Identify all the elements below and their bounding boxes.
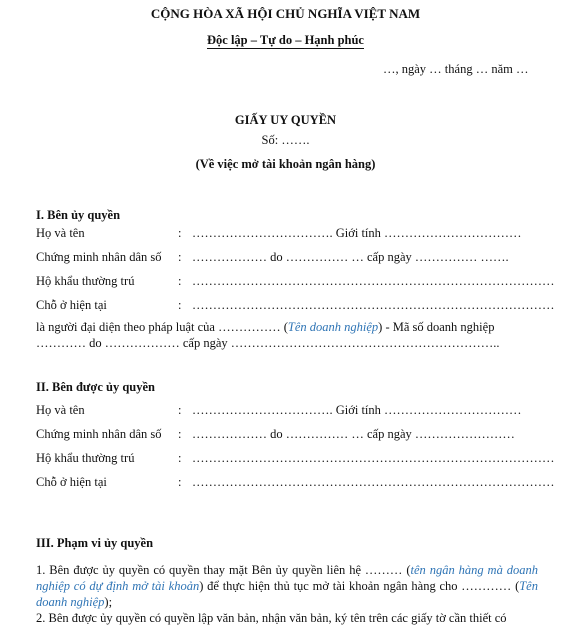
country-name: CỘNG HÒA XÃ HỘI CHỦ NGHĨA VIỆT NAM bbox=[150, 6, 421, 21]
section-1-field-residence bbox=[0, 274, 571, 292]
field-colon: : bbox=[178, 403, 182, 417]
date-line: …, ngày … tháng … năm … bbox=[383, 62, 529, 76]
motto bbox=[0, 33, 571, 48]
field-label: Hộ khẩu thường trú bbox=[36, 451, 135, 465]
company-name-placeholder: Tên doanh nghiệp bbox=[287, 320, 379, 334]
field-label: Chứng minh nhân dân số bbox=[36, 250, 162, 264]
company-name-placeholder: Tên doanh nghiệp bbox=[36, 579, 538, 609]
field-value: ……………… do …………… … cấp ngày …………………… bbox=[192, 427, 515, 441]
section-1-field-name bbox=[0, 226, 571, 244]
section-1-field-id bbox=[0, 250, 571, 268]
section-1-field-address bbox=[0, 298, 571, 316]
document-number: Số: ……. bbox=[261, 133, 310, 147]
representative-text-a: là người đại diện theo pháp luật của …………… ( bbox=[36, 320, 288, 334]
section-2-heading: II. Bên được ủy quyền bbox=[36, 380, 155, 394]
scope-item-1-text-a: 1. Bên được ủy quyền có quyền thay mặt Bên ủy quyền liên hệ ……… ( bbox=[36, 563, 411, 577]
field-label: Họ và tên bbox=[36, 403, 85, 417]
field-value: ……………………………. Giới tính …………………………… bbox=[192, 403, 522, 417]
field-colon: : bbox=[178, 250, 182, 264]
field-label: Họ và tên bbox=[36, 226, 85, 240]
document-title: GIẤY UY QUYỀN bbox=[234, 113, 337, 127]
field-label: Chứng minh nhân dân số bbox=[36, 427, 162, 441]
section-1-heading: I. Bên ủy quyền bbox=[36, 208, 121, 222]
field-label: Chỗ ở hiện tại bbox=[36, 475, 107, 489]
section-2-field-id bbox=[0, 427, 571, 445]
bank-name-placeholder: tên ngân hàng mà doanh nghiệp có dự định mở tài khoản bbox=[36, 563, 538, 593]
scope-item-1-text-b: ) để thực hiện thủ tục mở tài khoản ngân hàng cho ………… ( bbox=[199, 579, 520, 593]
field-value: ……………………………. Giới tính …………………………… bbox=[192, 226, 522, 240]
field-colon: : bbox=[178, 475, 182, 489]
scope-item-1-text-c: ); bbox=[104, 595, 113, 609]
field-value: …………………………………………………………………………… bbox=[192, 274, 555, 288]
field-colon: : bbox=[178, 427, 182, 441]
section-2-field-residence bbox=[0, 451, 571, 469]
section-3-heading: III. Phạm vi ủy quyền bbox=[36, 536, 154, 550]
scope-item-2: 2. Bên được ủy quyền có quyền lập văn bản, nhận văn bản, ký tên trên các giấy tờ cần thiết có bbox=[36, 611, 507, 625]
document-subtitle: (Về việc mở tài khoản ngân hàng) bbox=[195, 157, 376, 171]
field-value: …………………………………………………………………………… bbox=[192, 298, 555, 312]
representative-text-b: ) - Mã số doanh nghiệp bbox=[378, 320, 495, 334]
field-colon: : bbox=[178, 274, 182, 288]
field-value: …………………………………………………………………………… bbox=[192, 451, 555, 465]
field-label: Chỗ ở hiện tại bbox=[36, 298, 107, 312]
field-value: …………………………………………………………………………… bbox=[192, 475, 555, 489]
field-value: ……………… do …………… … cấp ngày …………… ……. bbox=[192, 250, 509, 264]
motto-text: Độc lập – Tự do – Hạnh phúc bbox=[207, 33, 364, 47]
field-colon: : bbox=[178, 226, 182, 240]
field-colon: : bbox=[178, 298, 182, 312]
section-2-field-address bbox=[0, 475, 571, 493]
section-2-field-name bbox=[0, 403, 571, 421]
field-colon: : bbox=[178, 451, 182, 465]
scope-item-1 bbox=[36, 562, 538, 610]
field-label: Hộ khẩu thường trú bbox=[36, 274, 135, 288]
representative-line-1 bbox=[36, 320, 494, 335]
representative-line-2: ………… do ……………… cấp ngày ……………………………………………………….. bbox=[36, 336, 500, 350]
